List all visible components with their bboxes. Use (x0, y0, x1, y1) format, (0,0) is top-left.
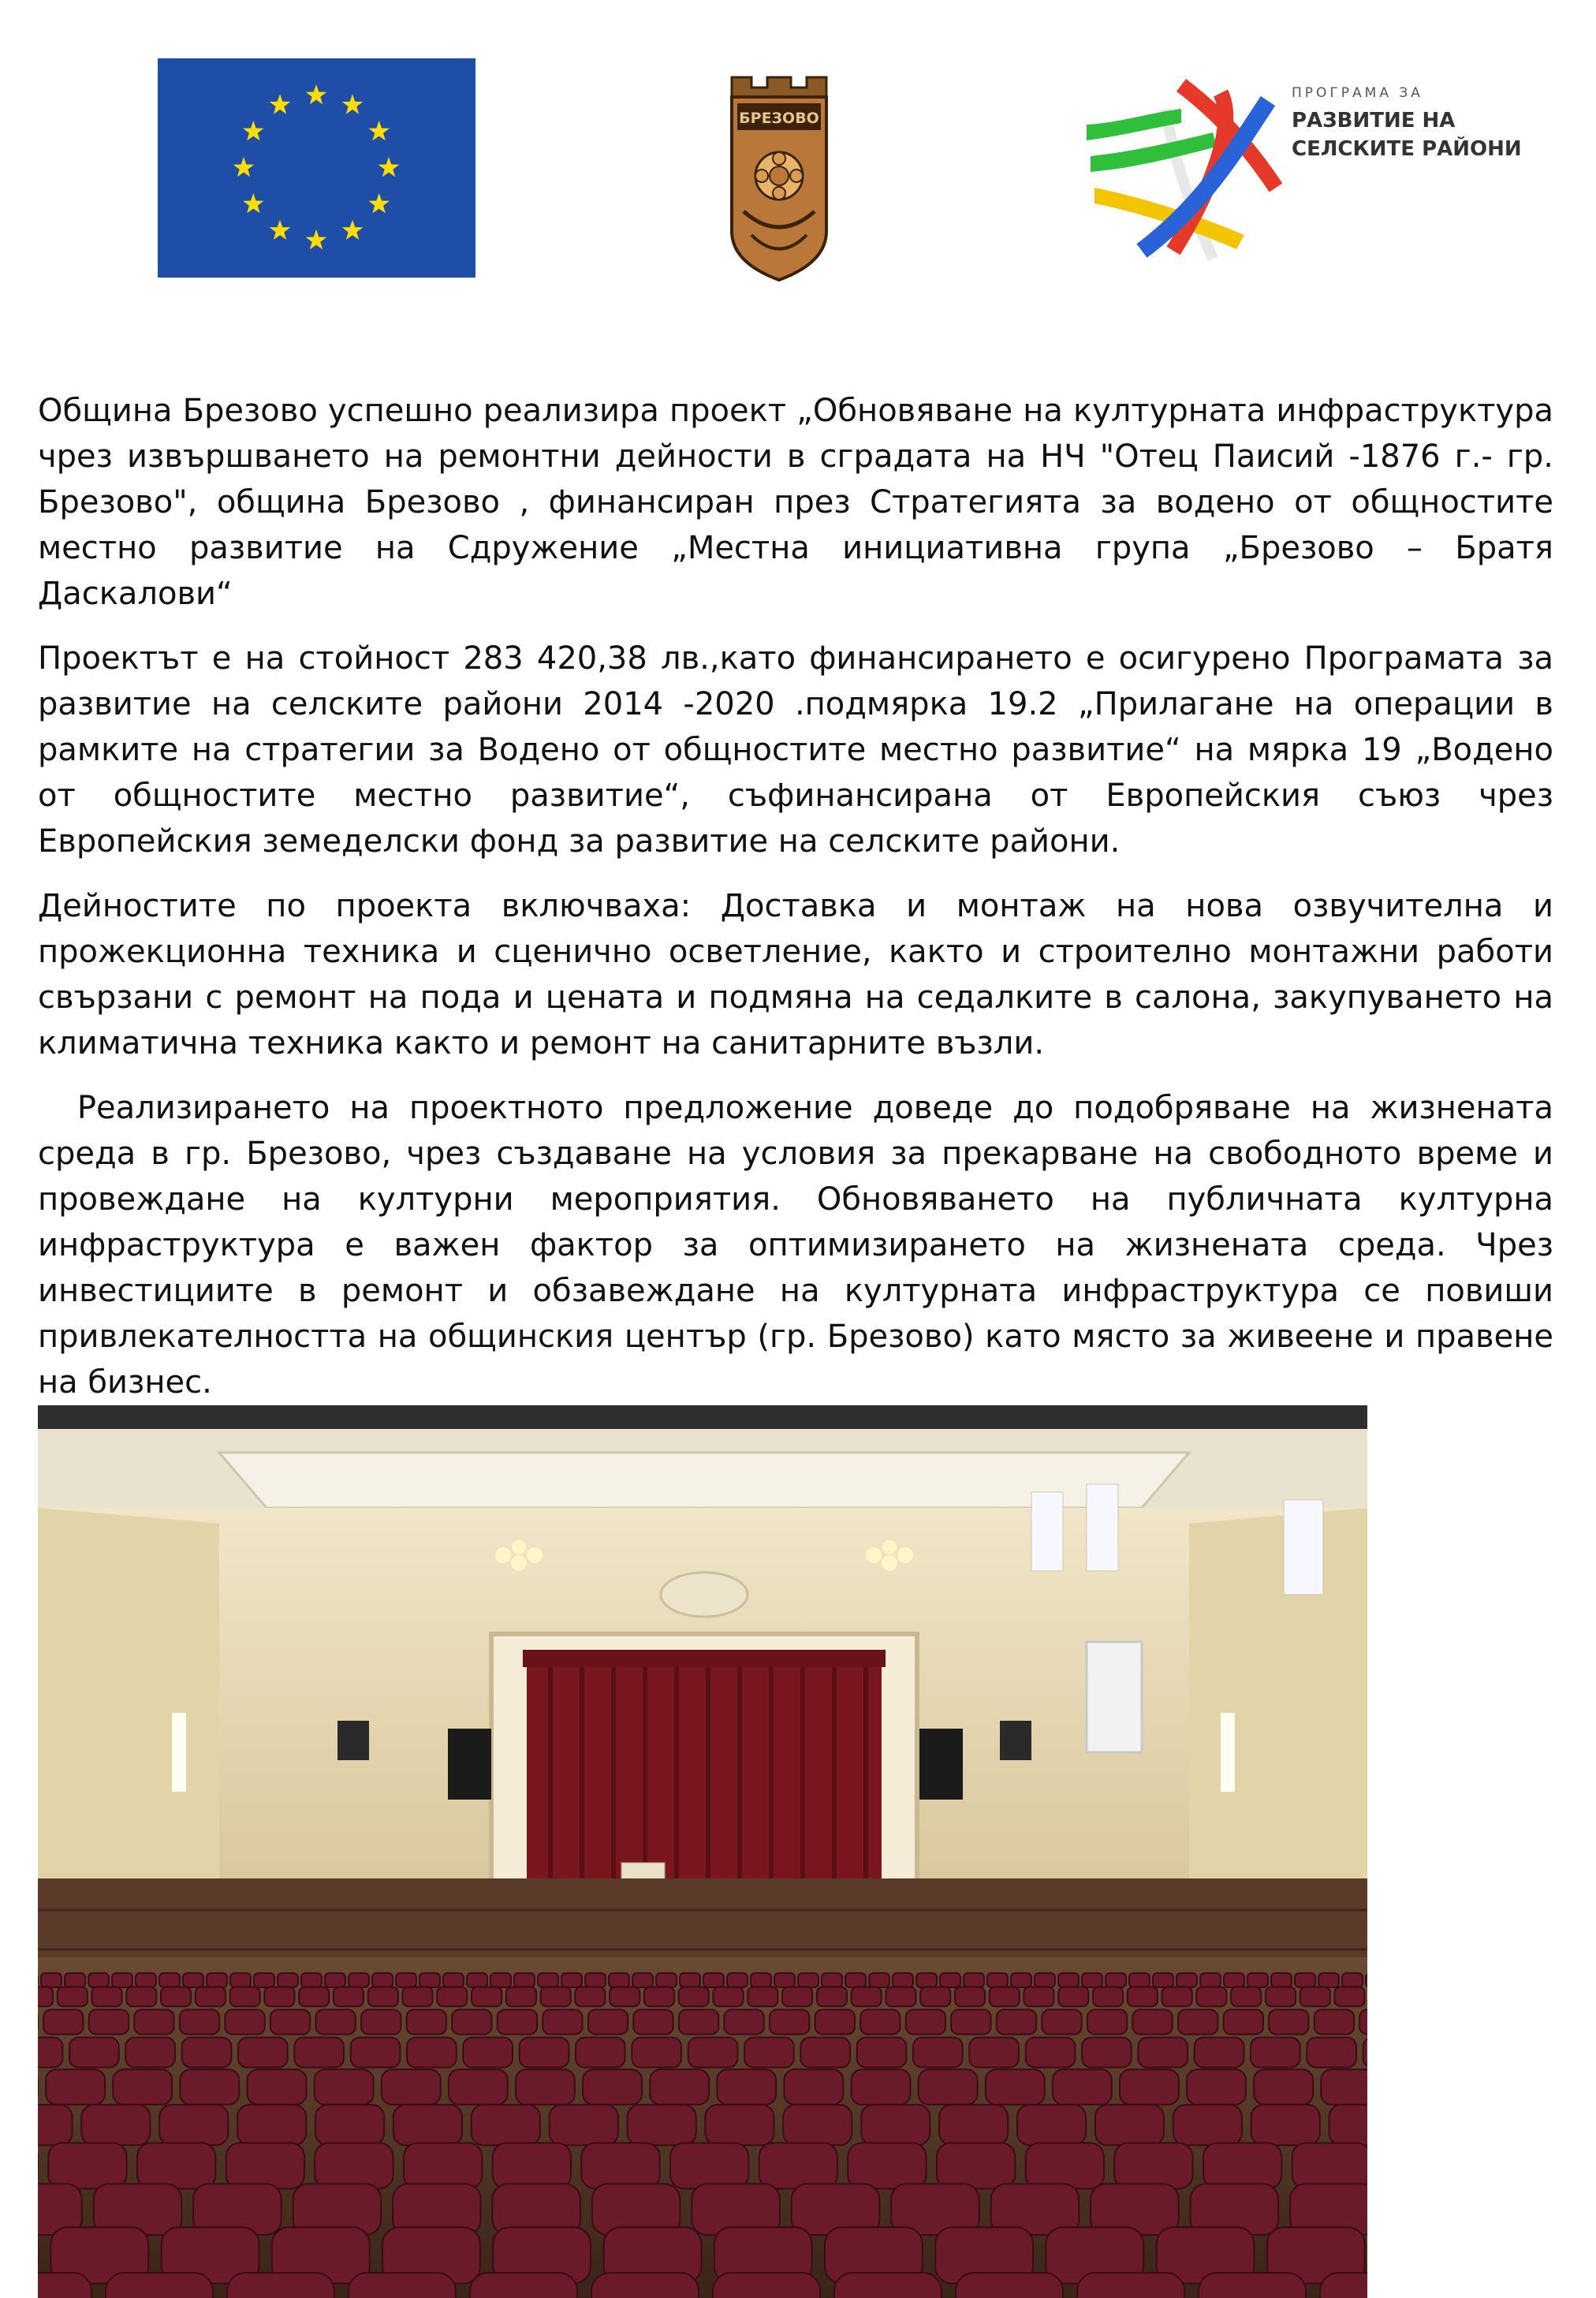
theatre-seat (937, 2143, 1015, 2188)
theatre-seat (1195, 2038, 1244, 2068)
theatre-seat (402, 1987, 432, 2007)
theatre-seat (1342, 1973, 1363, 1987)
theatre-seat (91, 1987, 121, 2007)
theatre-seat (987, 1973, 1008, 1987)
theatre-seat (315, 2143, 393, 2188)
theatre-seat (703, 1973, 724, 1987)
theatre-seat (782, 1987, 812, 2007)
theatre-seat (349, 1973, 369, 1987)
theatre-seat (196, 1987, 226, 2007)
theatre-seat (514, 1973, 535, 1987)
theatre-seat (1321, 2069, 1367, 2105)
theatre-seat (361, 2009, 401, 2034)
theatre-seat (449, 2069, 508, 2105)
theatre-seat (182, 2038, 232, 2068)
theatre-seat (159, 2105, 228, 2145)
theatre-seat (299, 1987, 329, 2007)
theatre-seat (1200, 1973, 1221, 1987)
theatre-seat (294, 2038, 344, 2068)
theatre-seat (270, 2009, 310, 2034)
theatre-seat (161, 1987, 191, 2007)
theatre-seat (543, 2009, 582, 2034)
theatre-seat (817, 1987, 847, 2007)
theatre-seat (1026, 2143, 1104, 2188)
theatre-seat (443, 1973, 464, 1987)
theatre-seat (69, 2038, 119, 2068)
theatre-seat (628, 2105, 696, 2145)
theatre-seat (38, 2105, 73, 2145)
theatre-seat (372, 1973, 393, 1987)
theatre-seat (1203, 2143, 1281, 2188)
theatre-seat (368, 1987, 398, 2007)
theatre-seat (278, 1973, 298, 1987)
theatre-seat (784, 2069, 843, 2105)
theatre-seat (1106, 1973, 1126, 1987)
theatre-seat (1035, 1973, 1055, 1987)
theatre-seat (1132, 2009, 1172, 2034)
theatre-seat (748, 1987, 777, 2007)
theatre-seat (956, 2273, 1063, 2298)
theatre-seat (964, 1973, 984, 1987)
paragraph: Община Брезово успешно реализира проект „Обновяване на културната инфраструктура чрез извършването на ремонтни дейности в сградата на НЧ "Отец Паисий -1876 г.- гр. Брезово", община Брезово , финансиран през Стратегията за водено от общностите местно развитие на Сдружение „Местна инициативна група „Брезово – Братя Даскалови“ (38, 393, 1553, 612)
paragraph: Дейностите по проекта включваха: Доставка и монтаж на нова озвучителна и прожекционна техника и сценично осветление, както и строително монтажни работи свързани с ремонт на пода и цената и подмяна на седалките в салона, закупуването на климатична техника както и ремонт на санитарните възли. (38, 888, 1553, 1061)
theatre-seat (1318, 1973, 1339, 1987)
theatre-seat (89, 2009, 129, 2034)
theatre-seat (65, 1973, 85, 1987)
theatre-seat (1120, 2069, 1179, 2105)
theatre-seat (585, 1973, 606, 1987)
theatre-seat (254, 1973, 274, 1987)
theatre-seat (180, 2009, 219, 2034)
rural-development-programme-logo (1055, 77, 1544, 267)
theatre-seat (1138, 2038, 1188, 2068)
theatre-seat (183, 1973, 203, 1987)
renovated-hall-photo (38, 1405, 1367, 2298)
theatre-seat (688, 2038, 738, 2068)
theatre-seat (225, 2009, 264, 2034)
theatre-seat (1224, 2009, 1263, 2034)
brezovo-crest-logo (728, 73, 830, 286)
theatre-seat (727, 1973, 748, 1987)
theatre-seat (1128, 1987, 1158, 2007)
theatre-seat (969, 2038, 1019, 2068)
theatre-seat (230, 1987, 260, 2007)
theatre-seat (650, 2069, 709, 2105)
theatre-seat (815, 2009, 855, 2034)
theatre-seat (679, 1987, 709, 2007)
theatre-seat (46, 2069, 105, 2105)
theatre-seat (1251, 2038, 1300, 2068)
theatre-seat (986, 2069, 1045, 2105)
theatre-seat (407, 2009, 446, 2034)
theatre-seat (113, 2069, 172, 2105)
theatre-seat (334, 1987, 364, 2007)
theatre-seat (325, 1973, 345, 1987)
theatre-seat (591, 2273, 699, 2298)
rdp-line2: СЕЛСКИТЕ РАЙОНИ (1292, 137, 1522, 161)
theatre-seat (575, 1987, 605, 2007)
theatre-seat (822, 1973, 842, 1987)
theatre-seat (126, 1987, 156, 2007)
theatre-seat (744, 2038, 794, 2068)
theatre-seat (1058, 1987, 1088, 2007)
theatre-seat (893, 1973, 913, 1987)
theatre-seat (349, 2273, 456, 2298)
theatre-seat (1251, 2105, 1320, 2145)
theatre-seat (396, 1973, 416, 1987)
theatre-seat (679, 2009, 718, 2034)
theatre-seat (581, 2143, 659, 2188)
rdp-small-label: ПРОГРАМА ЗА (1292, 85, 1423, 101)
theatre-seat (463, 2038, 513, 2068)
theatre-seat (493, 2143, 571, 2188)
hall-photo-illustration (38, 1405, 1367, 2298)
theatre-seat (467, 1973, 487, 1987)
theatre-seat (407, 2038, 457, 2068)
theatre-seat (382, 2069, 441, 2105)
theatre-seat (538, 1973, 558, 1987)
theatre-seat (939, 2105, 1008, 2145)
theatre-seat (583, 2069, 642, 2105)
theatre-seat (919, 2069, 978, 2105)
theatre-seat (1011, 1973, 1031, 1987)
theatre-seat (1024, 1987, 1053, 2007)
theatre-seat (609, 1973, 629, 1987)
theatre-seat (58, 1987, 88, 2007)
theatre-seat (1359, 2009, 1367, 2034)
theatre-seat (1266, 1987, 1296, 2007)
theatre-seat (226, 2143, 304, 2188)
theatre-seat (106, 2273, 213, 2298)
theatre-seat (852, 2069, 911, 2105)
theatre-seat (506, 1987, 536, 2007)
theatre-seat (632, 1973, 653, 1987)
theatre-seat (857, 2038, 907, 2068)
theatre-seat (472, 2105, 540, 2145)
theatre-seat (852, 1987, 882, 2007)
eu-flag-icon (158, 58, 475, 278)
theatre-seat (632, 2038, 681, 2068)
theatre-seat (88, 1973, 109, 1987)
theatre-seat (1271, 1973, 1292, 1987)
theatre-seat (112, 1973, 132, 1987)
theatre-seat (1026, 2038, 1076, 2068)
paragraph: Реализирането на проектното предложение доведе до подобряване на жизнената среда в гр. Брезово, чрез създаване на условия за прекарване на свободното време и провеждане на културни мероприятия. Обновяването на публичната културна инфраструктура е важен фактор за оптимизирането на жизнената среда. Чрез инвестициите в ремонт и обзавеждане на културната инфраструктура се повиши привлекателността на общинския център (гр. Брезово) като място за живеене и правене на бизнес. (38, 1090, 1564, 1401)
eu-flag-logo (158, 58, 475, 278)
theatre-seat (1295, 1973, 1315, 1987)
theatre-seat (834, 2273, 942, 2298)
theatre-seat (1173, 2105, 1242, 2145)
theatre-seat (1095, 2105, 1164, 2145)
theatre-seat (798, 1973, 819, 1987)
theatre-seat (1363, 2038, 1367, 2068)
theatre-seat (916, 1973, 937, 1987)
theatre-seat (751, 1973, 771, 1987)
theatre-seat (301, 1973, 322, 1987)
theatre-seat (860, 2009, 900, 2034)
theatre-seat (1077, 2273, 1184, 2298)
theatre-seat (561, 1973, 582, 1987)
theatre-seat (137, 2143, 215, 2188)
theatre-seat (315, 2105, 384, 2145)
theatre-seat (437, 1987, 467, 2007)
theatre-seat (351, 2038, 401, 2068)
theatre-seat (207, 1973, 227, 1987)
theatre-seat (315, 2009, 355, 2034)
theatre-seat (1129, 1973, 1150, 1987)
theatre-seat (940, 1973, 960, 1987)
theatre-seat (1254, 2069, 1313, 2105)
theatre-seat (550, 2105, 618, 2145)
theatre-seat (705, 2105, 774, 2145)
theatre-seat (913, 2038, 963, 2068)
theatre-seat (81, 2105, 150, 2145)
theatre-seat (713, 2273, 820, 2298)
theatre-seat (315, 2069, 374, 2105)
theatre-seat (393, 2105, 462, 2145)
theatre-seat (656, 1973, 677, 1987)
theatre-seat (1017, 2105, 1086, 2145)
theatre-seat (125, 2038, 175, 2068)
theatre-seat (470, 2273, 577, 2298)
theatre-seat (576, 2038, 625, 2068)
theatre-seat (1292, 2143, 1367, 2188)
theatre-seat (38, 2273, 91, 2298)
theatre-seat (724, 2009, 763, 2034)
theatre-seat (180, 2069, 239, 2105)
theatre-seat (1199, 2273, 1306, 2298)
theatre-seat (717, 2069, 776, 2105)
theatre-seat (1300, 1987, 1330, 2007)
theatre-seat (1247, 1973, 1268, 1987)
theatre-seat (848, 2143, 926, 2188)
theatre-seat (1187, 2069, 1246, 2105)
theatre-seat (452, 2009, 491, 2034)
theatre-seat (1093, 1987, 1123, 2007)
theatre-seat (1334, 1987, 1364, 2007)
theatre-seat (1269, 2009, 1308, 2034)
theatre-seat (759, 2143, 837, 2188)
theatre-seat (997, 2009, 1036, 2034)
theatre-seat (264, 1987, 294, 2007)
theatre-seat (869, 1973, 889, 1987)
theatre-seat (38, 2038, 62, 2068)
theatre-seat (237, 2105, 306, 2145)
theatre-seat (38, 1987, 53, 2007)
theatre-seat (134, 2009, 173, 2034)
theatre-seat (1231, 1987, 1261, 2007)
theatre-seat (1087, 2009, 1127, 2034)
theatre-seat (230, 1973, 251, 1987)
theatre-seat (1196, 1987, 1226, 2007)
theatre-seat (1314, 2009, 1354, 2034)
theatre-seat (516, 2069, 575, 2105)
theatre-seat (1178, 2009, 1218, 2034)
theatre-seat (633, 2009, 673, 2034)
theatre-seat (159, 1973, 180, 1987)
theatre-seat (472, 1987, 502, 2007)
theatre-seat (845, 1973, 866, 1987)
crest-label: БРЕЗОВО (739, 110, 819, 127)
theatre-seat (1329, 2105, 1367, 2145)
theatre-seat (644, 1987, 674, 2007)
theatre-seat (955, 1987, 985, 2007)
theatre-seat (1307, 2038, 1356, 2068)
theatre-seat (1058, 1973, 1079, 1987)
theatre-seat (490, 1973, 511, 1987)
theatre-seat (906, 2009, 945, 2034)
theatre-seat (1153, 1973, 1173, 1987)
theatre-seat (420, 1973, 440, 1987)
theatre-seat (588, 2009, 628, 2034)
theatre-seat (248, 2069, 307, 2105)
theatre-seat (990, 1987, 1020, 2007)
theatre-seat (670, 2143, 748, 2188)
theatre-seat (1042, 2009, 1081, 2034)
theatre-seat (1224, 1973, 1244, 1987)
theatre-seat (774, 1973, 795, 1987)
theatre-seat (680, 1973, 700, 1987)
theatre-seat (951, 2009, 990, 2034)
theatre-seat (1082, 2038, 1132, 2068)
paragraph: Проектът е на стойност 283 420,38 лв.,като финансирането е осигурено Програмата за развитие на селските райони 2014 -2020 .подмярка 19.2 „Прилагане на операции в рамките на стратегии за Водено от общностите местно развитие“ на мярка 19 „Водено от общностите местно развитие“, съфинансирана от Европейския съюз чрез Европейския земеделски фонд за развитие на селските райони. (38, 640, 1553, 860)
theatre-seat (783, 2105, 852, 2145)
theatre-seat (610, 1987, 640, 2007)
theatre-seat (41, 1973, 62, 1987)
theatre-seat (48, 2143, 126, 2188)
rural-development-programme-icon (1055, 77, 1292, 267)
article-body (38, 388, 1564, 1424)
theatre-seat (520, 2038, 569, 2068)
theatre-seat (1053, 2069, 1112, 2105)
theatre-seat (1162, 1987, 1192, 2007)
theatre-seat (800, 2038, 850, 2068)
theatre-seat (1114, 2143, 1192, 2188)
theatre-seat (541, 1987, 571, 2007)
theatre-seat (1176, 1973, 1197, 1987)
theatre-seat (238, 2038, 288, 2068)
theatre-seat (404, 2143, 482, 2188)
theatre-seat (861, 2105, 930, 2145)
rdp-line1: РАЗВИТИЕ НА (1292, 109, 1456, 132)
theatre-seat (1366, 1973, 1367, 1987)
brezovo-crest-icon (728, 73, 830, 286)
theatre-seat (1082, 1973, 1102, 1987)
theatre-seat (920, 1987, 950, 2007)
theatre-seat (227, 2273, 334, 2298)
theatre-seat (886, 1987, 915, 2007)
theatre-seat (770, 2009, 809, 2034)
theatre-seat (713, 1987, 743, 2007)
theatre-seat (43, 2009, 83, 2034)
theatre-seat (498, 2009, 537, 2034)
theatre-seat (1320, 2273, 1367, 2298)
theatre-seat (136, 1973, 156, 1987)
